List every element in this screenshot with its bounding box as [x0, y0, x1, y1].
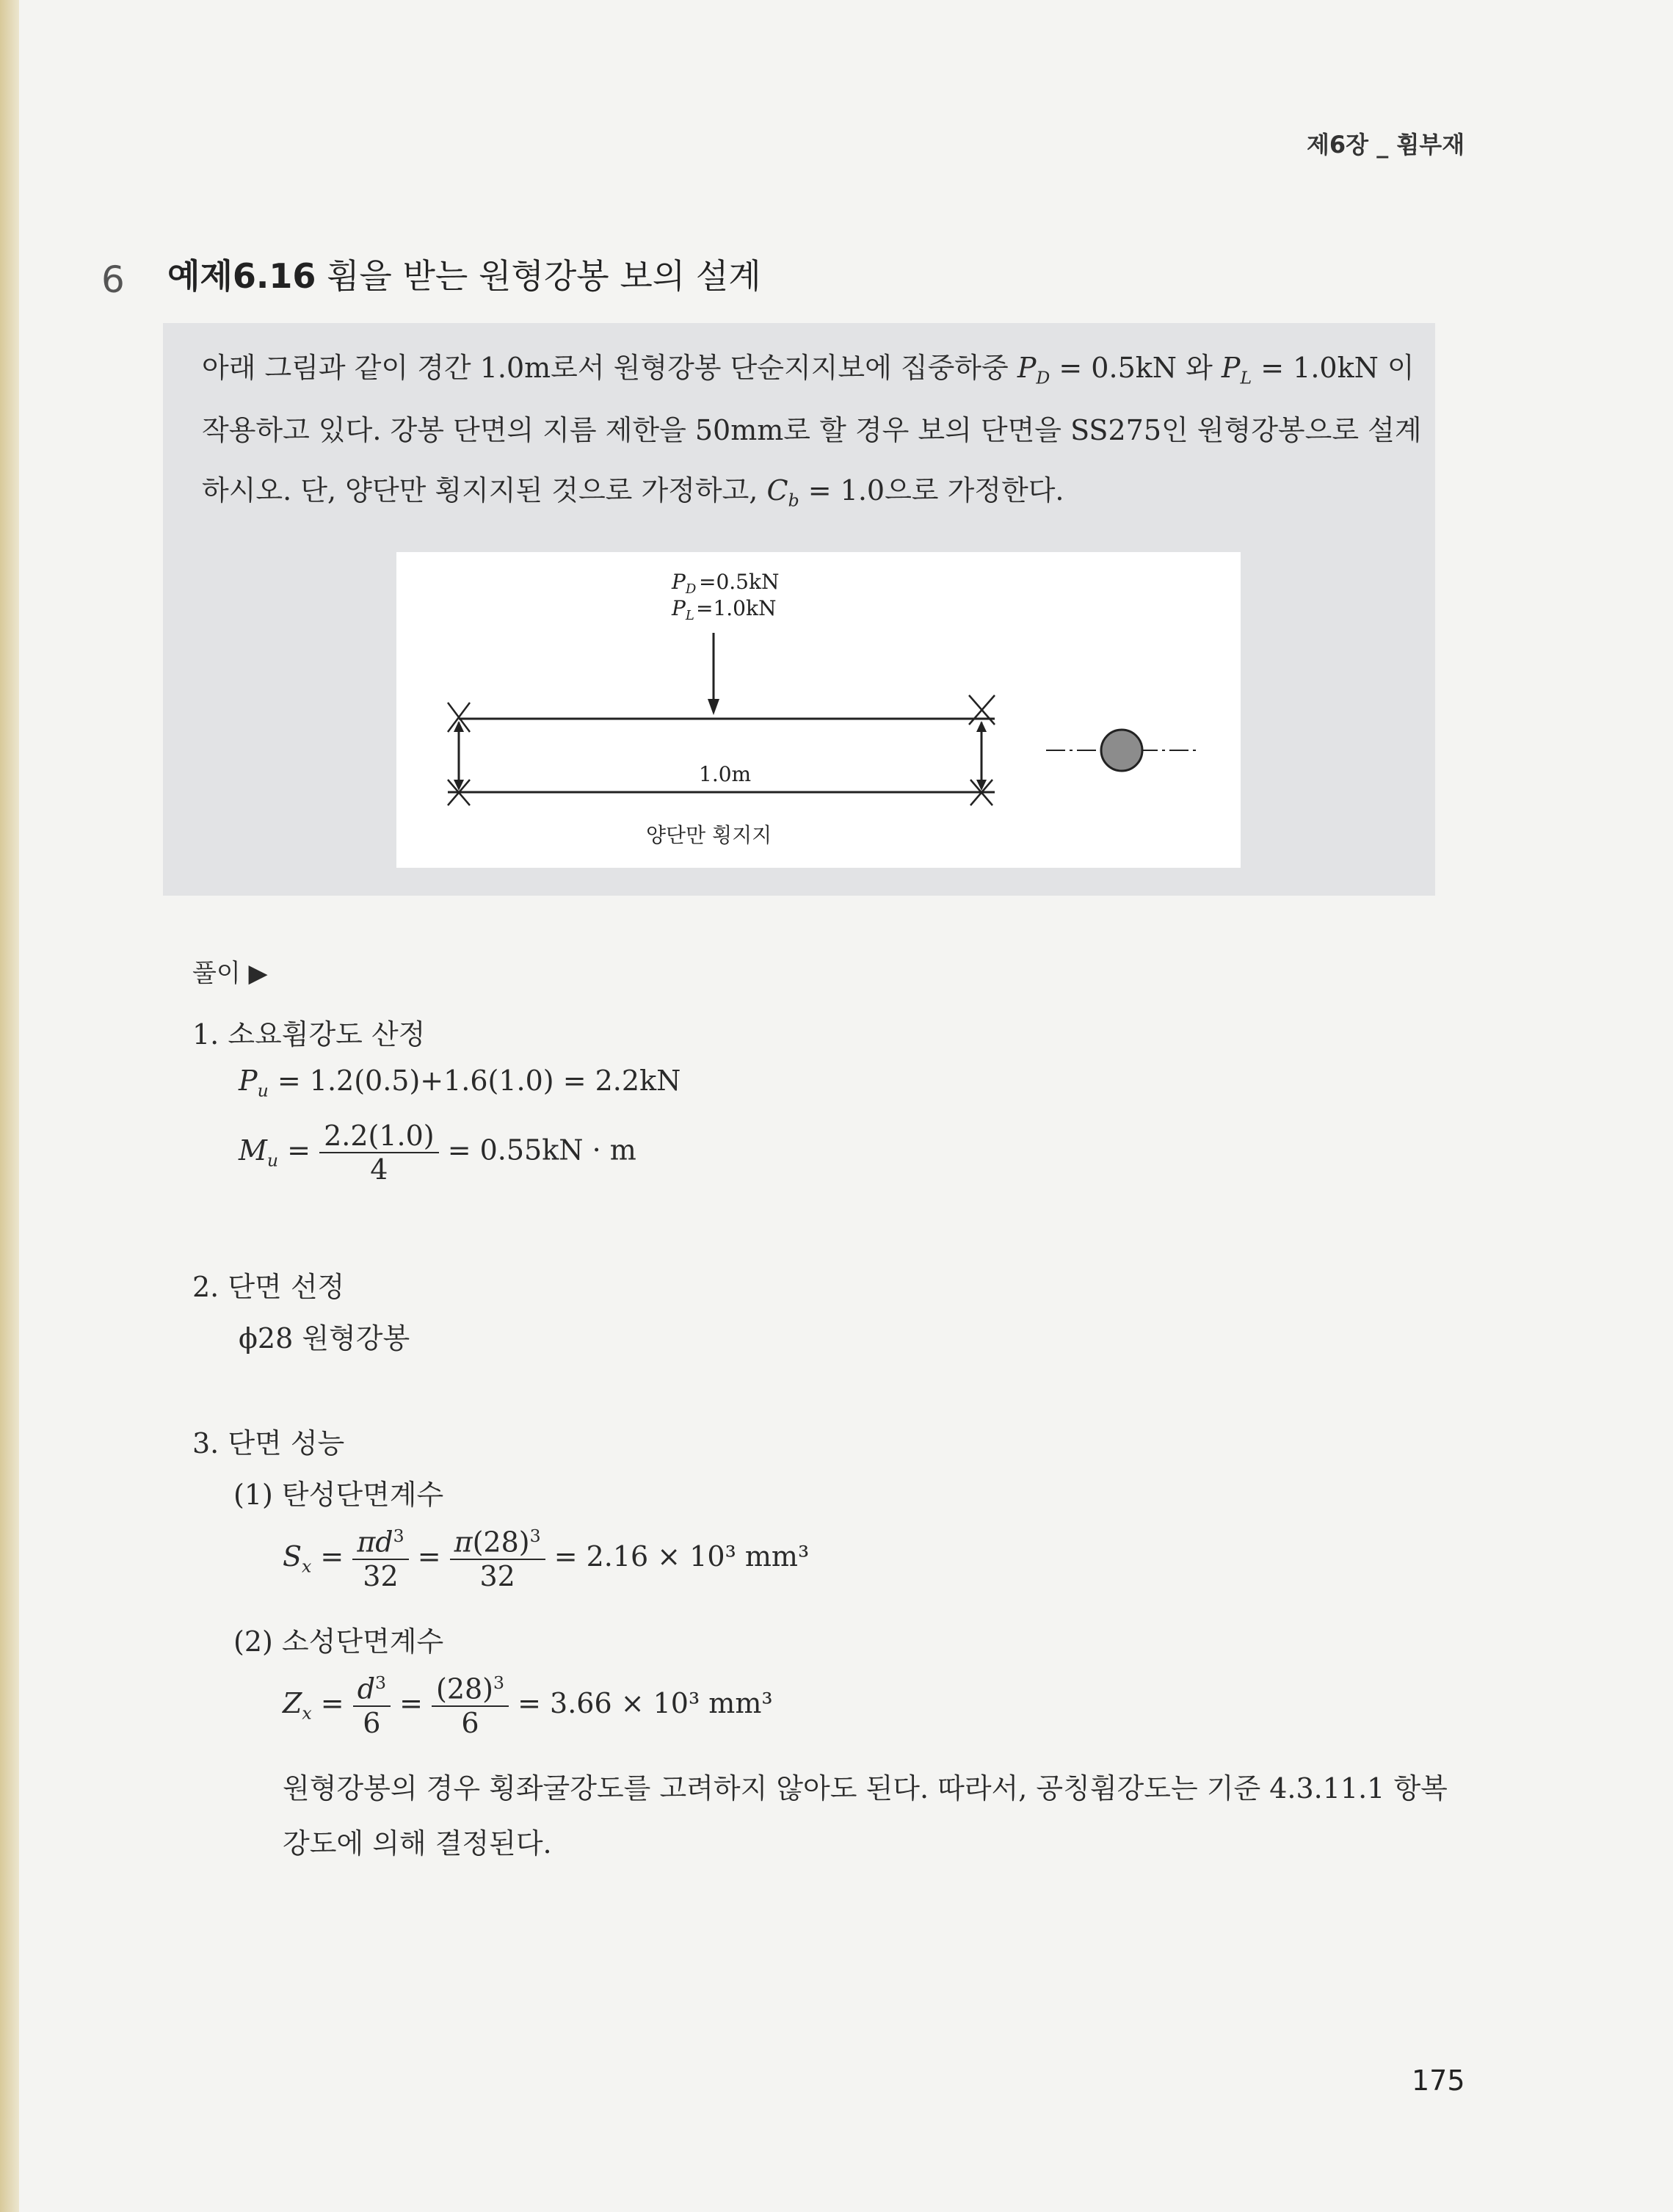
step-2-heading: 2. 단면 선정 [192, 1271, 345, 1303]
mu-numerator: 2.2(1.0) [319, 1120, 439, 1153]
right-dim-arrow-up [976, 721, 987, 732]
problem-text-pd: = 0.5kN 와 [1059, 352, 1213, 384]
mu-denominator: 4 [370, 1153, 388, 1186]
sx-denominator-1: 32 [363, 1559, 399, 1592]
zx-denominator-1: 6 [363, 1706, 381, 1739]
pu-equation-text: = 1.2(0.5)+1.6(1.0) = 2.2kN [277, 1065, 681, 1097]
sx-result: = 2.16 × 10³ mm³ [554, 1540, 810, 1573]
sx-fraction-1 [352, 1526, 408, 1592]
beam-figure [396, 552, 1241, 868]
sx-denominator-2: 32 [479, 1559, 515, 1592]
handwritten-mark: 6 [101, 258, 125, 301]
page-number: 175 [1412, 2064, 1465, 2097]
mu-fraction [319, 1120, 439, 1186]
problem-text-1a: 아래 그림과 같이 경간 1.0m로서 원형강봉 단순지지보에 집중하중 [202, 352, 1009, 384]
plastic-modulus-heading: (2) 소성단면계수 [233, 1625, 444, 1658]
step-1-heading: 1. 소요휨강도 산정 [192, 1018, 426, 1051]
zx-fraction-2 [432, 1672, 509, 1739]
load-pd-label: =0.5kN [699, 570, 780, 594]
step-3-heading: 3. 단면 성능 [192, 1427, 345, 1459]
problem-text-3b: = 1.0으로 가정한다. [808, 474, 1064, 507]
sx-numerator-2: $\pi(28)^3$ [450, 1526, 545, 1560]
sx-equation: $S_x$ = $\frac{\pi d^3}{32}$ = $\frac{\pi(28)^3}{32}$ = 2.16 × 10³ mm³ [283, 1526, 810, 1592]
sx-fraction-2 [450, 1526, 545, 1592]
example-title-text: 휨을 받는 원형강봉 보의 설계 [327, 256, 761, 296]
section-selection: ϕ28 원형강봉 [239, 1322, 410, 1355]
zx-fraction-1 [353, 1672, 391, 1739]
mu-result: = 0.55kN · m [447, 1134, 636, 1167]
elastic-modulus-heading: (1) 탄성단면계수 [233, 1479, 444, 1511]
right-support-x-top [969, 695, 995, 725]
mu-equation: $M_u$ = $\frac{2.2(1.0)}{4}$ = 0.55kN · m [239, 1120, 636, 1186]
problem-text-3a: 하시오. 단, 양단만 횡지지된 것으로 가정하고, [202, 474, 758, 507]
zx-result: = 3.66 × 10³ mm³ [518, 1686, 773, 1719]
support-caption: 양단만 횡지지 [646, 823, 772, 847]
load-pl-symbol: $P_L$ [672, 596, 694, 623]
solution-label: 풀이 ▶ [192, 959, 268, 988]
problem-text-pl: = 1.0kN 이 [1260, 352, 1415, 384]
conclusion-line-2: 강도에 의해 결정된다. [283, 1827, 552, 1860]
example-number: 예제6.16 [167, 256, 316, 296]
round-bar-section-icon [1101, 730, 1142, 771]
problem-line-2: 작용하고 있다. 강봉 단면의 지름 제한을 50mm로 할 경우 보의 단면을 SS275인 원형강봉으로 설계 [202, 414, 1422, 446]
zx-equation: $Z_x$ = $\frac{d^3}{6}$ = $\frac{(28)^3}{6}$ = 3.66 × 10³ mm³ [283, 1672, 773, 1739]
sx-numerator-1: $\pi d^3$ [352, 1526, 408, 1560]
load-pd-symbol: $P_D$ [672, 570, 697, 597]
load-arrow-head [708, 699, 719, 715]
example-title [167, 250, 761, 298]
chapter-header: 제6장 _ 휨부재 [1307, 131, 1465, 159]
span-label: 1.0m [699, 762, 752, 786]
page-binding-edge [0, 0, 19, 2212]
pu-equation: $P_u = 1.2(0.5)+1.6(1.0) = 2.2kN$ [239, 1065, 681, 1101]
load-pl-label: =1.0kN [696, 596, 777, 620]
zx-numerator-1: $d^3$ [353, 1672, 391, 1707]
zx-denominator-2: 6 [461, 1706, 479, 1739]
zx-numerator-2: $(28)^3$ [432, 1672, 509, 1707]
beam-diagram [396, 552, 1241, 868]
conclusion-line-1: 원형강봉의 경우 횡좌굴강도를 고려하지 않아도 된다. 따라서, 공칭휨강도는 기준 4.3.11.1 항복 [283, 1772, 1448, 1805]
problem-line-3: 하시오. 단, 양단만 횡지지된 것으로 가정하고, $C_b = 1.0$으로 가정한다. [202, 474, 1064, 511]
problem-line-1: 아래 그림과 같이 경간 1.0m로서 원형강봉 단순지지보에 집중하중 $P_D = 0.5kN$ 와 $P_L = 1.0kN$ 이 [202, 352, 1415, 388]
